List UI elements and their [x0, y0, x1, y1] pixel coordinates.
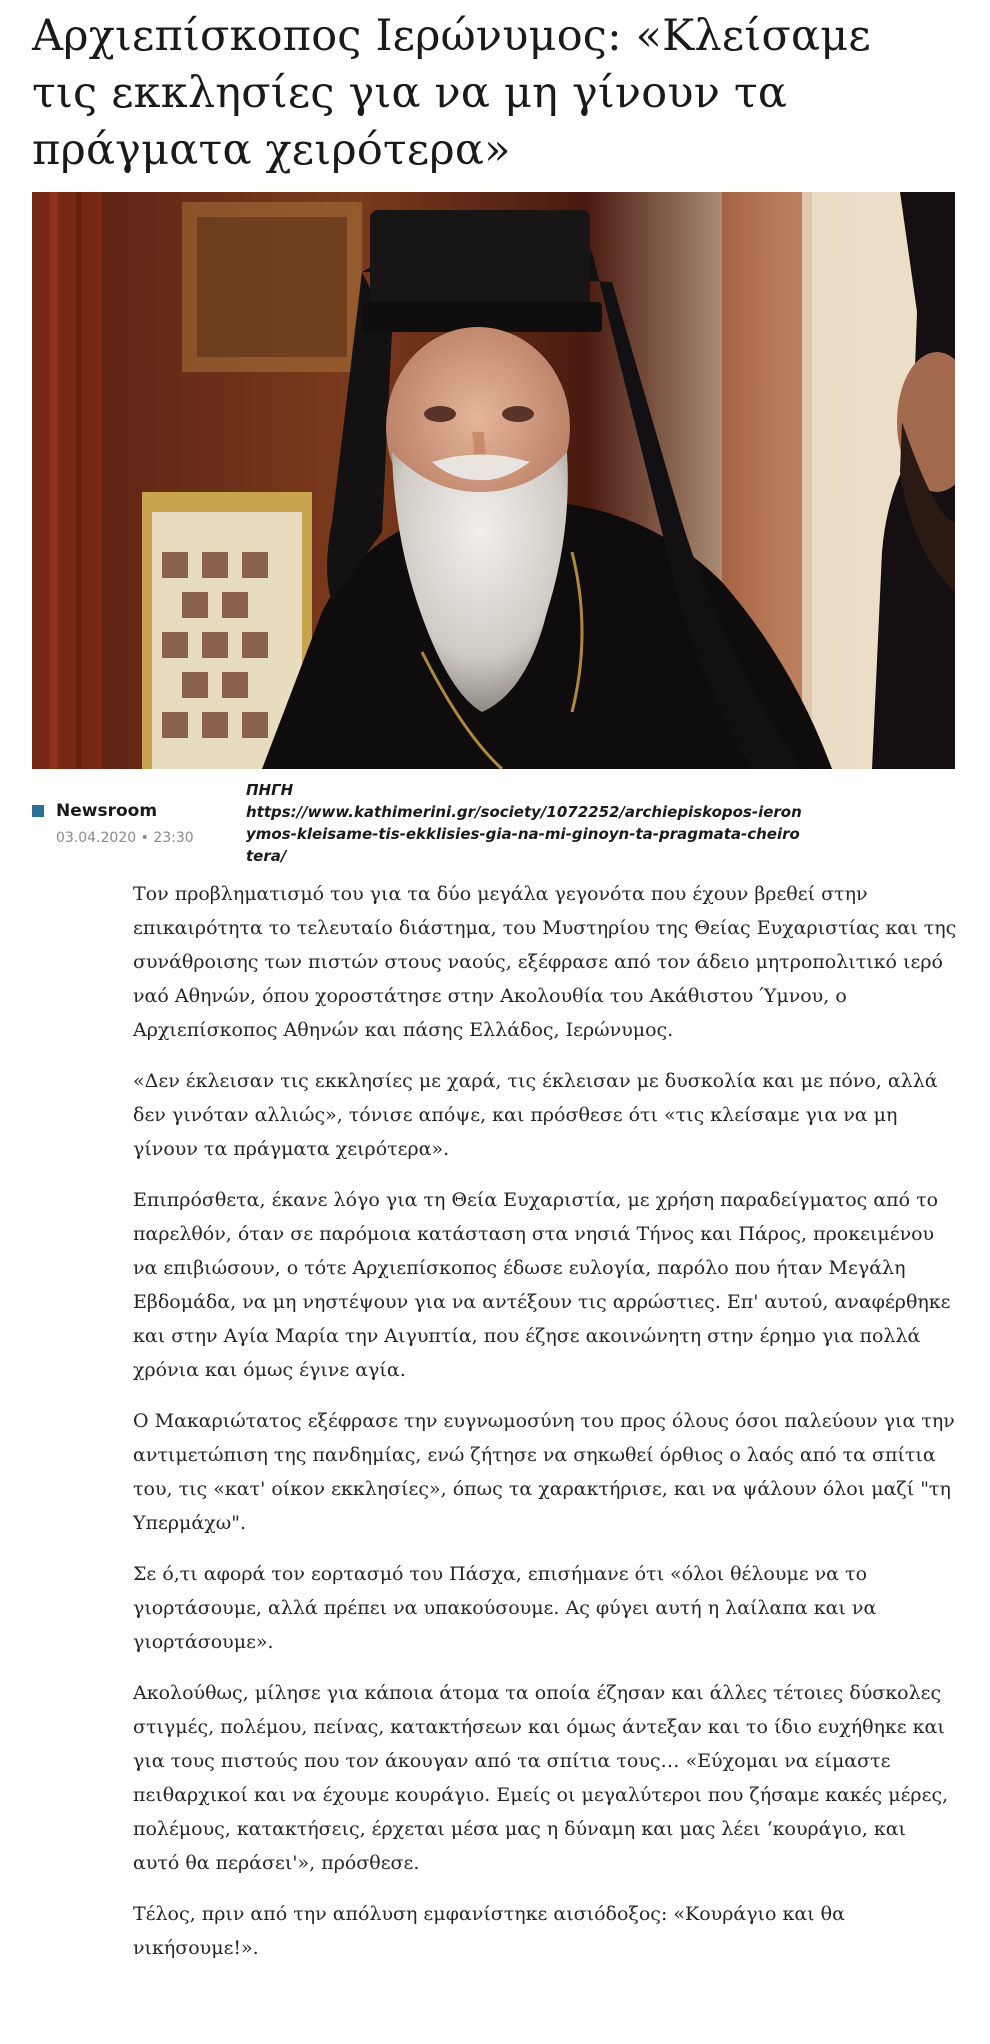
article-body	[133, 877, 958, 1982]
author-row	[32, 800, 232, 822]
publish-date: 03.04.2020 • 23:30	[56, 830, 194, 846]
article-headline: Αρχιεπίσκοπος Ιερώνυμος: «Κλείσαμε τις εκκλησίες για να μη γίνουν τα πράγματα χειρότερα»	[32, 11, 871, 175]
hero-photo	[32, 192, 955, 769]
article-meta	[32, 800, 232, 846]
paragraph: Ακολούθως, μίλησε για κάποια άτομα τα οποία έζησαν και άλλες τέτοιες δύσκολες στιγμές, πολέμου, πείνας, κατακτήσεων και όμως άντεξαν και το ίδιο ευχήθηκε και για τους πιστούς που τον άκουγαν από τα σπίτια τους… «Εύχομαι να είμαστε πειθαρχικοί και να έχουμε κουράγιο. Εμείς οι μεγαλύτεροι που ζήσαμε κακές μέρες, πολέμους, κατακτήσεις, έρχεται μέσα μας η δύναμη και μας λέει ‘κουράγιο, και αυτό θα περάσει'», πρόσθεσε.	[133, 1682, 949, 1874]
paragraph: Τον προβληματισμό του για τα δύο μεγάλα γεγονότα που έχουν βρεθεί στην επικαιρότητα το τελευταίο διάστημα, του Μυστηρίου της Θείας Ευχαριστίας και της συνάθροισης των πιστών στους ναούς, εξέφρασε από τον άδειο μητροπολιτικό ιερό ναό Αθηνών, όπου χοροστάτησε στην Ακολουθία του Ακάθιστου Ύμνου, ο Αρχιεπίσκοπος Αθηνών και πάσης Ελλάδος, Ιερώνυμος.	[133, 883, 957, 1041]
paragraph: Τέλος, πριν από την απόλυση εμφανίστηκε αισιόδοξος: «Κουράγιο και θα νικήσουμε!».	[133, 1903, 845, 1959]
paragraph: Επιπρόσθετα, έκανε λόγο για τη Θεία Ευχαριστία, με χρήση παραδείγματος από το παρελθόν, όταν σε παρόμοια κατάσταση στα νησιά Τήνος και Πάρος, προκειμένου να επιβιώσουν, ο τότε Αρχιεπίσκοπος έδωσε ευλογία, παρόλο που ήταν Μεγάλη Εβδομάδα, να μη νηστέψουν για να αντέξουν τις αρρώστιες. Επ' αυτού, αναφέρθηκε και στην Αγία Μαρία την Αιγυπτία, που έζησε ακοινώνητη στην έρημο για πολλά χρόνια και όμως έγινε αγία.	[133, 1189, 951, 1381]
source-url[interactable]: https://www.kathimerini.gr/society/1072252/archiepiskopos-ieronymos-kleisame-tis-ekklisies-gia-na-mi-ginoyn-ta-pragmata-cheirotera/	[246, 803, 802, 865]
paragraph: Ο Μακαριώτατος εξέφρασε την ευγνωμοσύνη του προς όλους όσοι παλεύουν για την αντιμετώπιση της πανδημίας, ενώ ζήτησε να σηκωθεί όρθιος ο λαός από τα σπίτια του, τις «κατ' οίκον εκκλησίες», όπως τα χαρακτήρισε, και να ψάλουν όλοι μαζί "τη Υπερμάχω".	[133, 1410, 955, 1534]
author-name[interactable]: Newsroom	[56, 801, 158, 821]
paragraph: «Δεν έκλεισαν τις εκκλησίες με χαρά, τις έκλεισαν με δυσκολία και με πόνο, αλλά δεν γινόταν αλλιώς», τόνισε απόψε, και πρόσθεσε ότι «τις κλείσαμε για να μη γίνουν τα πράγματα χειρότερα».	[133, 1070, 938, 1160]
author-marker	[32, 805, 44, 817]
source-label: ΠΗΓΗ	[246, 781, 294, 799]
source-note	[246, 779, 806, 867]
paragraph: Σε ό,τι αφορά τον εορτασμό του Πάσχα, επισήμανε ότι «όλοι θέλουμε να το γιορτάσουμε, αλλά πρέπει να υπακούσουμε. Ας φύγει αυτή η λαίλαπα και να γιορτάσουμε».	[133, 1563, 877, 1653]
